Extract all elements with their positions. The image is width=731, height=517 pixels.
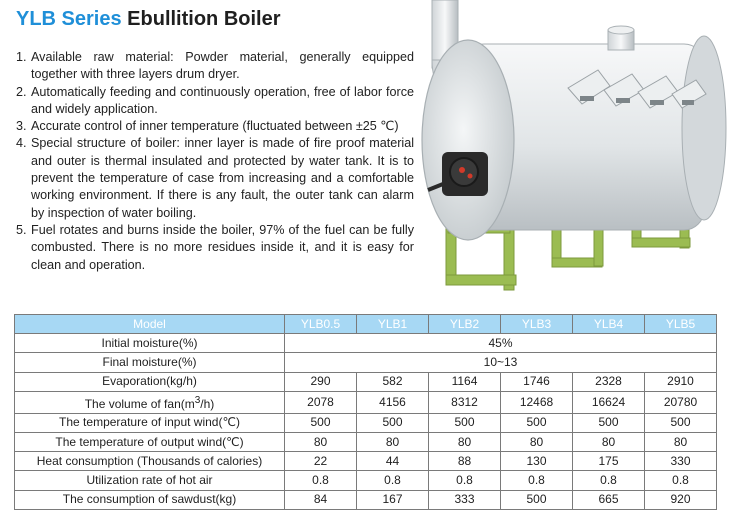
table-cell: 920 (645, 490, 717, 509)
feature-number: 2. (16, 84, 27, 99)
feature-list (16, 49, 414, 274)
column-header: YLB4 (573, 315, 645, 334)
table-header-row (15, 315, 717, 334)
table-cell: 8312 (429, 391, 501, 413)
table-cell: 333 (429, 490, 501, 509)
table-cell: 2078 (285, 391, 357, 413)
merged-cell: 10~13 (285, 353, 717, 372)
row-label: Heat consumption (Thousands of calories) (15, 452, 285, 471)
table-row (15, 353, 717, 372)
table-cell: 16624 (573, 391, 645, 413)
feature-item (16, 222, 414, 274)
row-label: Final moisture(%) (15, 353, 285, 372)
table-cell: 290 (285, 372, 357, 391)
row-label: The temperature of output wind(℃) (15, 432, 285, 451)
table-row (15, 372, 717, 391)
column-header: YLB0.5 (285, 315, 357, 334)
table-cell: 20780 (645, 391, 717, 413)
page-title (16, 8, 281, 31)
table-cell: 88 (429, 452, 501, 471)
table-cell: 80 (357, 432, 429, 451)
row-label-text: /h) (200, 396, 215, 411)
table-cell: 175 (573, 452, 645, 471)
feature-text: Accurate control of inner temperature (fluctuated between ±25 ℃) (31, 119, 399, 134)
title-series: YLB Series (16, 8, 122, 30)
merged-cell: 45% (285, 334, 717, 353)
table-cell: 1746 (501, 372, 573, 391)
table-cell: 167 (357, 490, 429, 509)
feature-item (16, 118, 414, 135)
table-cell: 84 (285, 490, 357, 509)
table-cell: 44 (357, 452, 429, 471)
table-cell: 4156 (357, 391, 429, 413)
table-row (15, 334, 717, 353)
table-cell: 0.8 (645, 471, 717, 490)
table-cell: 0.8 (429, 471, 501, 490)
table-cell: 22 (285, 452, 357, 471)
table-cell: 500 (501, 490, 573, 509)
column-header: YLB3 (501, 315, 573, 334)
table-cell: 665 (573, 490, 645, 509)
table-cell: 80 (645, 432, 717, 451)
table-row (15, 413, 717, 432)
table-cell: 330 (645, 452, 717, 471)
row-label (15, 391, 285, 413)
table-cell: 0.8 (573, 471, 645, 490)
table-cell: 500 (429, 413, 501, 432)
row-label: The temperature of input wind(℃) (15, 413, 285, 432)
table-row (15, 452, 717, 471)
table-cell: 80 (285, 432, 357, 451)
table-cell: 500 (285, 413, 357, 432)
feature-text: Special structure of boiler: inner layer is made of fire proof material and outer is thermal insulated and protected by water tank. It is to prevent the temperature of case from increasing and a comfortable working environment. If there is any fault, the outer tank can alarm by inspection of water boiling. (31, 136, 414, 220)
row-label: Utilization rate of hot air (15, 471, 285, 490)
table-cell: 500 (573, 413, 645, 432)
row-label: The consumption of sawdust(kg) (15, 490, 285, 509)
feature-text: Fuel rotates and burns inside the boiler, 97% of the fuel can be fully combusted. There is no more residues inside it, and it is easy for clean and operation. (31, 222, 414, 272)
column-header: YLB5 (645, 315, 717, 334)
table-cell: 1164 (429, 372, 501, 391)
table-cell: 2910 (645, 372, 717, 391)
column-header: YLB2 (429, 315, 501, 334)
superscript: 3 (194, 394, 201, 406)
table-cell: 130 (501, 452, 573, 471)
feature-item (16, 84, 414, 119)
feature-text: Available raw material: Powder material, generally equipped together with three layers drum dryer. (31, 50, 414, 82)
table-cell: 0.8 (501, 471, 573, 490)
table-row (15, 432, 717, 451)
title-name: Ebullition Boiler (127, 8, 281, 30)
feature-text: Automatically feeding and continuously operation, free of labor force and widely application. (31, 84, 414, 116)
table-cell: 0.8 (357, 471, 429, 490)
row-label: Evaporation(kg/h) (15, 372, 285, 391)
table-cell: 0.8 (285, 471, 357, 490)
table-cell: 80 (501, 432, 573, 451)
table-cell: 582 (357, 372, 429, 391)
table-row (15, 490, 717, 509)
feature-number: 4. (16, 136, 27, 151)
table-cell: 500 (357, 413, 429, 432)
table-cell: 2328 (573, 372, 645, 391)
feature-number: 3. (16, 119, 27, 134)
table-cell: 12468 (501, 391, 573, 413)
feature-number: 1. (16, 50, 27, 64)
column-header: YLB1 (357, 315, 429, 334)
feature-item (16, 135, 414, 221)
table-cell: 500 (501, 413, 573, 432)
table-row (15, 391, 717, 413)
table-cell: 80 (573, 432, 645, 451)
table-cell: 80 (429, 432, 501, 451)
table-cell: 500 (645, 413, 717, 432)
table-row (15, 471, 717, 490)
row-label-text: The volume of fan(m (84, 396, 195, 411)
column-header: Model (15, 315, 285, 334)
row-label: Initial moisture(%) (15, 334, 285, 353)
feature-number: 5. (16, 222, 27, 237)
feature-item (16, 49, 414, 84)
spec-table (14, 314, 717, 510)
ebullition-boiler-image (418, 0, 731, 312)
